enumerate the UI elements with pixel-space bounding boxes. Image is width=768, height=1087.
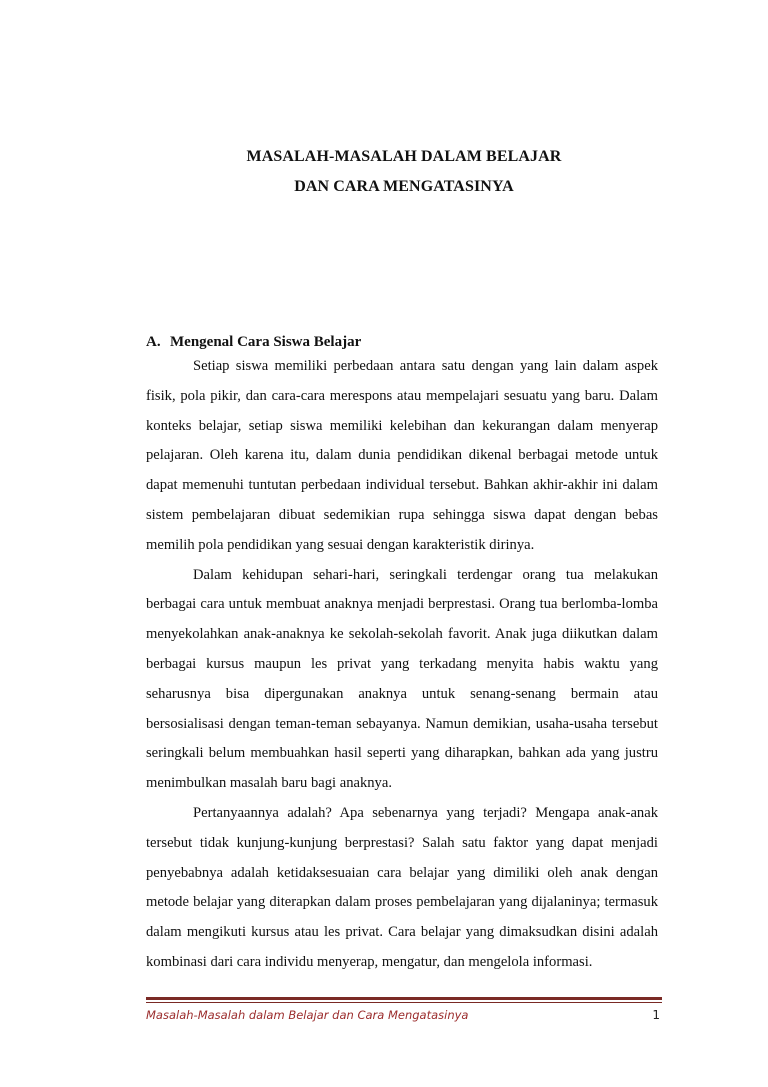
footer-running-title: Masalah-Masalah dalam Belajar dan Cara Mengatasinya	[146, 1008, 469, 1022]
page-number: 1	[652, 1008, 660, 1022]
paragraph: Pertanyaannya adalah? Apa sebenarnya yang terjadi? Mengapa anak-anak tersebut tidak kunjung-kunjung berprestasi? Salah satu faktor yang dapat menjadi penyebabnya adalah ketidaksesuaian cara belajar yang dimiliki oleh anak dengan metode belajar yang diterapkan dalam proses pembelajaran yang dijalaninya; termasuk dalam mengikuti kursus atau les privat. Cara belajar yang dimaksudkan disini adalah kombinasi dari cara individu menyerap, mengatur, dan mengelola informasi.	[146, 804, 658, 970]
footer-rule-thick	[146, 997, 662, 1000]
paragraph: Setiap siswa memiliki perbedaan antara satu dengan yang lain dalam aspek fisik, pola pikir, dan cara-cara merespons atau mempelajari sesuatu yang baru. Dalam konteks belajar, setiap siswa memiliki kelebihan dan kekurangan dalam menyerap pelajaran. Oleh karena itu, dalam dunia pendidikan dikenal berbagai metode untuk dapat memenuhi tuntutan perbedaan individual tersebut. Bahkan akhir-akhir ini dalam sistem pembelajaran dibuat sedemikian rupa sehingga siswa dapat dengan bebas memilih pola pendidikan yang sesuai dengan karakteristik dirinya.	[146, 358, 658, 553]
footer-rule-thin	[146, 1002, 662, 1003]
document-title-line-2: DAN CARA MENGATASINYA	[294, 178, 514, 195]
section-body	[146, 352, 658, 978]
document-title-line-1: MASALAH-MASALAH DALAM BELAJAR	[246, 148, 562, 165]
paragraph: Dalam kehidupan sehari-hari, seringkali terdengar orang tua melakukan berbagai cara untuk membuat anaknya menjadi berprestasi. Orang tua berlomba-lomba menyekolahkan anak-anaknya ke sekolah-sekolah favorit. Anak juga diikutkan dalam berbagai kursus maupun les privat yang terkadang menyita habis waktu yang seharusnya bisa dipergunakan anaknya untuk senang-senang bermain atau bersosialisasi dengan teman-teman sebayanya. Namun demikian, usaha-usaha tersebut seringkali belum membuahkan hasil seperti yang diharapkan, bahkan ada yang justru menimbulkan masalah baru bagi anaknya.	[146, 566, 658, 792]
section-heading-text: Mengenal Cara Siswa Belajar	[170, 334, 362, 350]
section-heading	[146, 334, 361, 351]
section-number: A.	[146, 334, 161, 350]
